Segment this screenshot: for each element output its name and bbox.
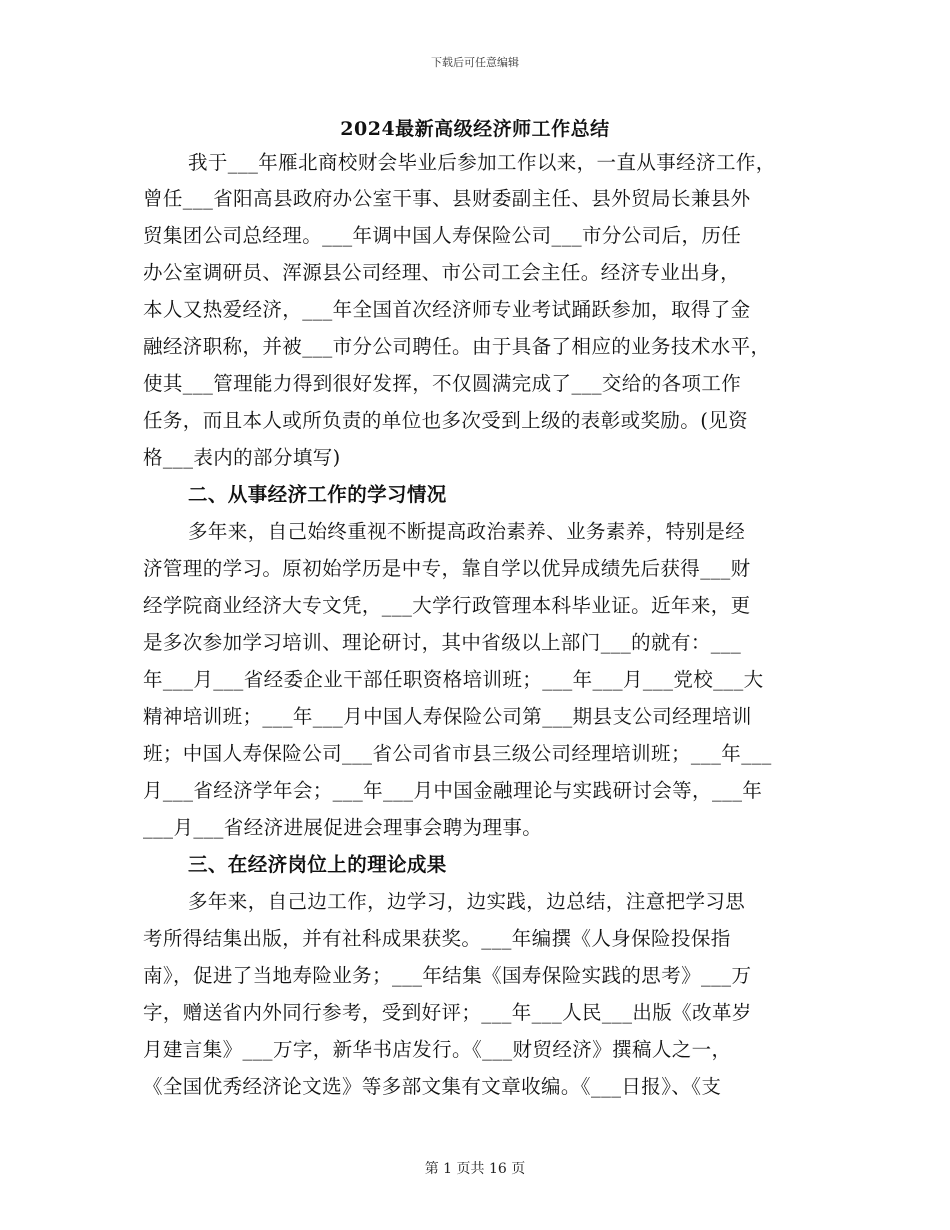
paragraph-line: 任务，而且本人或所负责的单位也多次受到上级的表彰或奖励。(见资 <box>143 409 749 432</box>
paragraph-line: 《全国优秀经济论文选》等多部文集有文章收编。《___日报》、《支 <box>143 1075 722 1098</box>
paragraph-line: 考所得结集出版，并有社科成果获奖。___年编撰《人身保险投保指 <box>143 927 731 950</box>
paragraph-line: 本人又热爱经济，___年全国首次经济师专业考试踊跃参加，取得了金 <box>143 298 751 321</box>
paragraph-line: 格___表内的部分填写) <box>143 446 341 469</box>
paragraph-line: 班；中国人寿保险公司___省公司省市县三级公司经理培训班；___年___ <box>143 742 772 765</box>
paragraph-line: 使其___管理能力得到很好发挥，不仅圆满完成了___交给的各项工作 <box>143 372 742 395</box>
paragraph-line: 办公室调研员、浑源县公司经理、市公司工会主任。经济专业出身， <box>143 261 741 284</box>
paragraph-line: 年___月___省经委企业干部任职资格培训班；___年___月___党校___大 <box>143 668 764 691</box>
paragraph-line: 我于___年雁北商校财会毕业后参加工作以来，一直从事经济工作， <box>188 151 776 174</box>
page-number: 第 1 页共 16 页 <box>424 1161 526 1177</box>
paragraph-line: 月___省经济学年会；___年___月中国金融理论与实践研讨会等，___年 <box>143 779 763 802</box>
paragraph-line: 曾任___省阳高县政府办公室干事、县财委副主任、县外贸局长兼县外 <box>143 187 751 210</box>
paragraph-line: 精神培训班；___年___月中国人寿保险公司第___期县支公司经理培训 <box>143 705 752 728</box>
paragraph-line: 经学院商业经济大专文凭，___大学行政管理本科毕业证。近年来，更 <box>143 594 751 617</box>
paragraph-line: 贸集团公司总经理。___年调中国人寿保险公司___市分公司后，历任 <box>143 224 742 247</box>
paragraph-line: 是多次参加学习培训、理论研讨，其中省级以上部门___的就有：___ <box>143 631 742 654</box>
document-title: 2024最新高级经济师工作总结 <box>340 118 610 140</box>
paragraph-line: 融经济职称，并被___市分公司聘任。由于具备了相应的业务技术水平， <box>143 335 771 358</box>
section-heading: 三、在经济岗位上的理论成果 <box>188 853 447 876</box>
paragraph-line: 字，赠送省内外同行参考，受到好评；___年___人民___出版《改革岁 <box>143 1001 752 1024</box>
paragraph-line: 南》，促进了当地寿险业务；___年结集《国寿保险实践的思考》___万 <box>143 964 752 987</box>
paragraph-line: 济管理的学习。原初始学历是中专，靠自学以优异成绩先后获得___财 <box>143 557 751 580</box>
paragraph-line: 月建言集》___万字，新华书店发行。《___财贸经济》撰稿人之一， <box>143 1038 732 1061</box>
header-note: 下载后可任意编辑 <box>431 56 519 69</box>
section-heading: 二、从事经济工作的学习情况 <box>188 483 447 506</box>
paragraph-line: 多年来，自己边工作，边学习，边实践，边总结，注意把学习思 <box>188 890 746 913</box>
paragraph-line: 多年来，自己始终重视不断提高政治素养、业务素养，特别是经 <box>188 520 746 543</box>
paragraph-line: ___月___省经济进展促进会理事会聘为理事。 <box>143 816 543 839</box>
